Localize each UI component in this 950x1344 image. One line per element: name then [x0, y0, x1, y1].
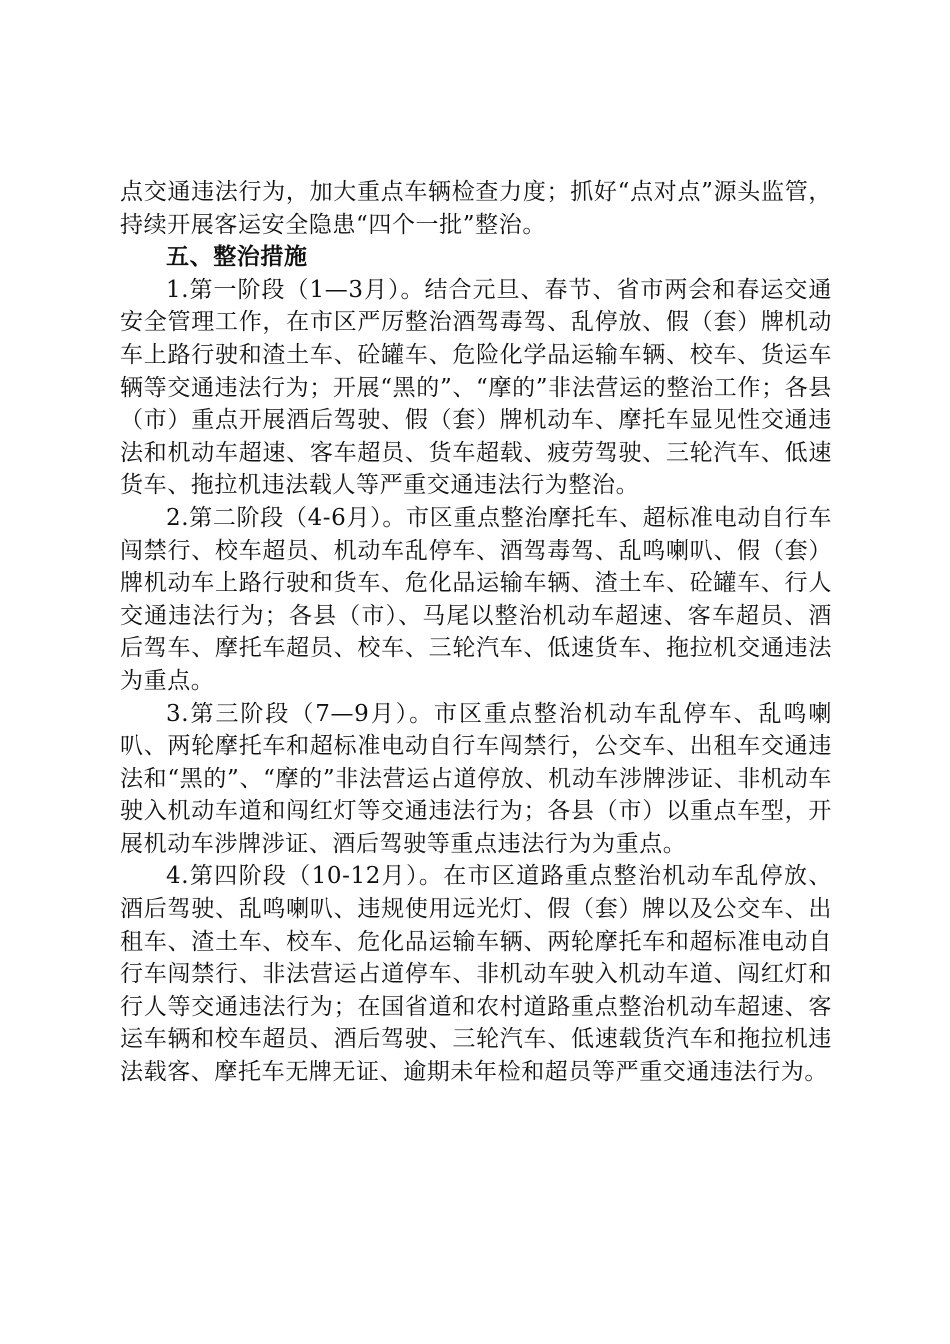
section-heading: 五、整治措施 [166, 244, 308, 271]
continuation-paragraph: 点交通违法行为，加大重点车辆检查力度；抓好“点对点”源头监管，持续开展客运安全隐患“四个一批”整治。 [120, 179, 832, 238]
phase-2-paragraph: 2.第二阶段（4-6月）。市区重点整治摩托车、超标准电动自行车闯禁行、校车超员、机动车乱停车、酒驾毒驾、乱鸣喇叭、假（套）牌机动车上路行驶和货车、危化品运输车辆、渣土车、砼罐车、行人交通违法行为；各县（市）、马尾以整治机动车超速、客车超员、酒后驾车、摩托车超员、校车、三轮汽车、低速货车、拖拉机交通违法为重点。 [120, 504, 832, 694]
document-body [120, 176, 832, 1089]
phase-4-paragraph: 4.第四阶段（10-12月）。在市区道路重点整治机动车乱停放、酒后驾驶、乱鸣喇叭、违规使用远光灯、假（套）牌以及公交车、出租车、渣土车、校车、危化品运输车辆、两轮摩托车和超标准电动自行车闯禁行、非法营运占道停车、非机动车驶入机动车道、闯红灯和行人等交通违法行为；在国省道和农村道路重点整治机动车超速、客运车辆和校车超员、酒后驾驶、三轮汽车、低速载货汽车和拖拉机违法载客、摩托车无牌无证、逾期未年检和超员等严重交通违法行为。 [120, 863, 832, 1086]
phase-3-paragraph: 3.第三阶段（7—9月）。市区重点整治机动车乱停车、乱鸣喇叭、两轮摩托车和超标准电动自行车闯禁行，公交车、出租车交通违法和“黑的”、“摩的”非法营运占道停放、机动车涉牌涉证、非机动车驶入机动车道和闯红灯等交通违法行为；各县（市）以重点车型，开展机动车涉牌涉证、酒后驾驶等重点违法行为为重点。 [120, 700, 832, 857]
phase-1-paragraph: 1.第一阶段（1—3月）。结合元旦、春节、省市两会和春运交通安全管理工作，在市区严厉整治酒驾毒驾、乱停放、假（套）牌机动车上路行驶和渣土车、砼罐车、危险化学品运输车辆、校车、货运车辆等交通违法行为；开展“黑的”、“摩的”非法营运的整治工作；各县（市）重点开展酒后驾驶、假（套）牌机动车、摩托车显见性交通违法和机动车超速、客车超员、货车超载、疲劳驾驶、三轮汽车、低速货车、拖拉机违法载人等严重交通违法行为整治。 [120, 276, 832, 499]
